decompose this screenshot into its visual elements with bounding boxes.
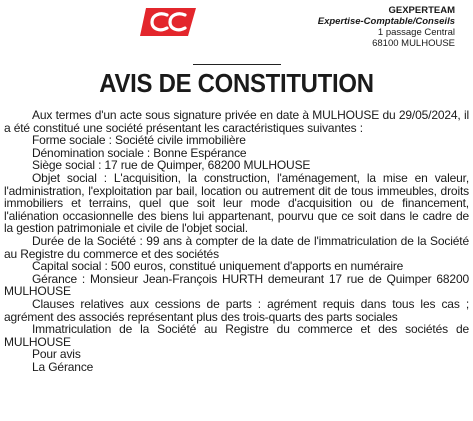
notice-denomination: Dénomination sociale : Bonne Espérance — [32, 145, 247, 160]
notice-intro-paragraph: Aux termes d'un acte sous signature privée en date à MULHOUSE du 29/05/2024, il a été constitué une société présentant les caractéristiques suivantes : — [4, 108, 469, 135]
notice-siege-social: Siège social : 17 rue de Quimper, 68200 MULHOUSE — [32, 158, 311, 173]
notice-forme-sociale: Forme sociale : Société civile immobilière — [32, 133, 246, 148]
notice-pour-avis: Pour avis — [32, 347, 81, 362]
firm-subtitle: Expertise-Comptable/Conseils — [317, 16, 455, 27]
firm-address-block — [318, 5, 455, 49]
notice-immatriculation: Immatriculation de la Société au Registre du commerce et des sociétés de MULHOUSE — [4, 322, 469, 349]
cc-logo-icon — [140, 6, 198, 38]
notice-objet-social: Objet social : L'acquisition, la construction, l'aménagement, la mise en valeur, l'administration, l'exploitation par bail, location ou autrement dit de tous immeubles, droits immobiliers et terrains, quel que soit leur mode d'acquisition ou de financement, l'aliénation occasionnelle des biens lui appartenant, pourvu que ce soit dans le cadre de la gestion patrimoniale et civile de l'objet social. — [4, 170, 469, 236]
title-divider — [193, 64, 281, 65]
notice-signature: La Gérance — [32, 359, 94, 374]
notice-body — [4, 109, 469, 373]
firm-address-line2: 68100 MULHOUSE — [372, 38, 455, 49]
notice-title: AVIS DE CONSTITUTION — [99, 68, 374, 98]
notice-capital-social: Capital social : 500 euros, constitué uniquement d'apports en numéraire — [32, 259, 404, 274]
notice-clauses-cessions: Clauses relatives aux cessions de parts : agrément requis dans tous les cas ; agrément des associés représentant plus des trois-quarts des parts sociales — [4, 296, 469, 324]
notice-gerance: Gérance : Monsieur Jean-François HURTH demeurant 17 rue de Quimper 68200 MULHOUSE — [4, 271, 469, 299]
notice-duree: Durée de la Société : 99 ans à compter de la date de l'immatriculation de la Société au Registre du commerce et des sociétés — [4, 233, 469, 261]
firm-name: GEXPERTEAM — [388, 5, 455, 16]
firm-address-line1: 1 passage Central — [377, 27, 455, 38]
